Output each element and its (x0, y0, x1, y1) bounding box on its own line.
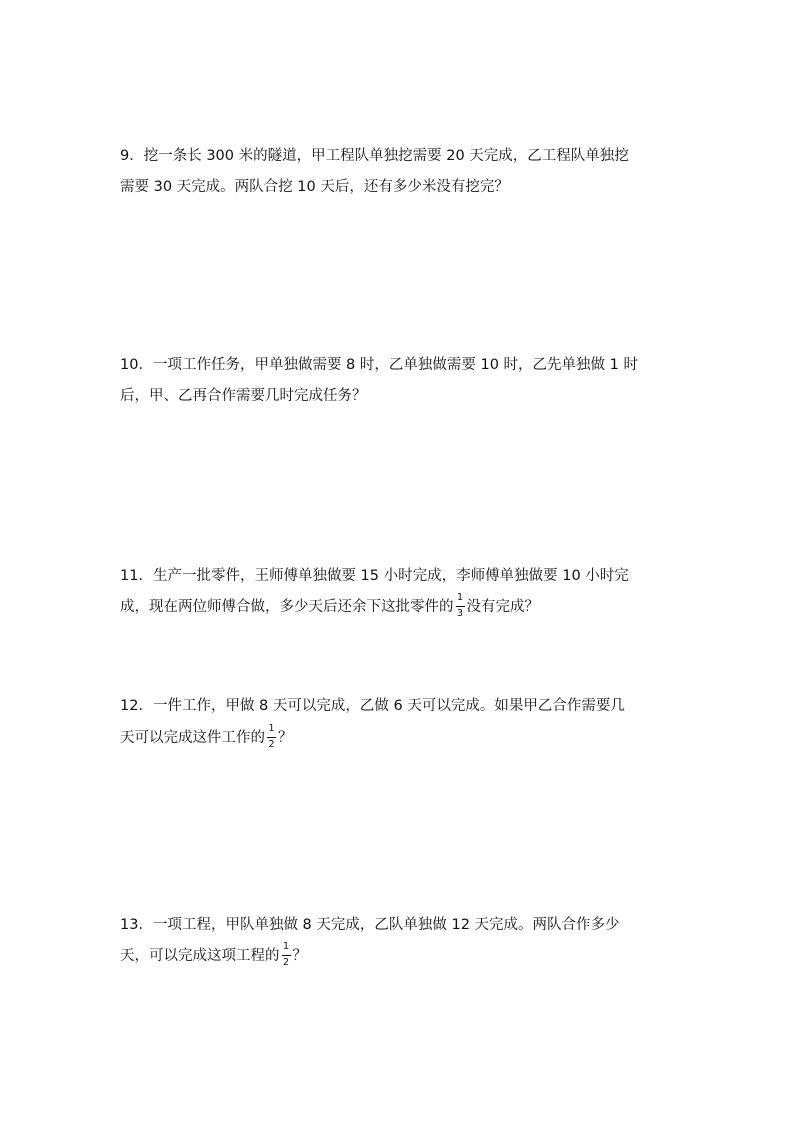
question-10-line-1: 10．一项工作任务，甲单独做需要 8 时，乙单独做需要 10 时，乙先单独做 1 时 (120, 357, 639, 373)
question-9-line-1: 9．挖一条长 300 米的隧道，甲工程队单独挖需要 20 天完成，乙工程队单独挖 (120, 148, 629, 164)
fraction-denominator: 2 (282, 957, 290, 968)
question-13-line-1: 13．一项工程，甲队单独做 8 天完成，乙队单独做 12 天完成。两队合作多少 (120, 917, 620, 933)
fraction-numerator: 1 (456, 592, 464, 603)
question-11-line-2-end: 没有完成？ (466, 599, 539, 615)
fraction-denominator: 3 (456, 608, 464, 619)
question-10-line-2: 后，甲、乙再合作需要几时完成任务？ (120, 388, 367, 404)
question-11-line-1: 11．生产一批零件，王师傅单独做要 15 小时完成，李师傅单独做要 10 小时完 (120, 568, 629, 584)
question-9-line-2: 需要 30 天完成。两队合挖 10 天后，还有多少米没有挖完？ (120, 179, 509, 195)
question-12-line-1: 12．一件工作，甲做 8 天可以完成，乙做 6 天可以完成。如果甲乙合作需要几 (120, 698, 625, 714)
question-13-line-2 (120, 942, 307, 970)
fraction-numerator: 1 (282, 941, 290, 952)
question-12-line-2 (120, 724, 293, 752)
question-11-line-2 (120, 593, 539, 621)
fraction-one-third (456, 593, 465, 621)
fraction-bar (456, 606, 465, 607)
question-13-line-2-text: 天，可以完成这项工程的 (120, 948, 280, 964)
question-12-line-2-text: 天可以完成这件工作的 (120, 730, 265, 746)
fraction-bar (282, 955, 291, 956)
fraction-one-half (267, 724, 276, 752)
fraction-bar (267, 737, 276, 738)
question-12-line-2-end: ？ (278, 730, 293, 746)
question-13-line-2-end: ？ (292, 948, 307, 964)
fraction-numerator: 1 (268, 723, 275, 734)
question-11-line-2-text: 成，现在两位师傅合做，多少天后还余下这批零件的 (120, 599, 454, 615)
fraction-one-half (282, 942, 291, 970)
fraction-denominator: 2 (268, 739, 275, 750)
